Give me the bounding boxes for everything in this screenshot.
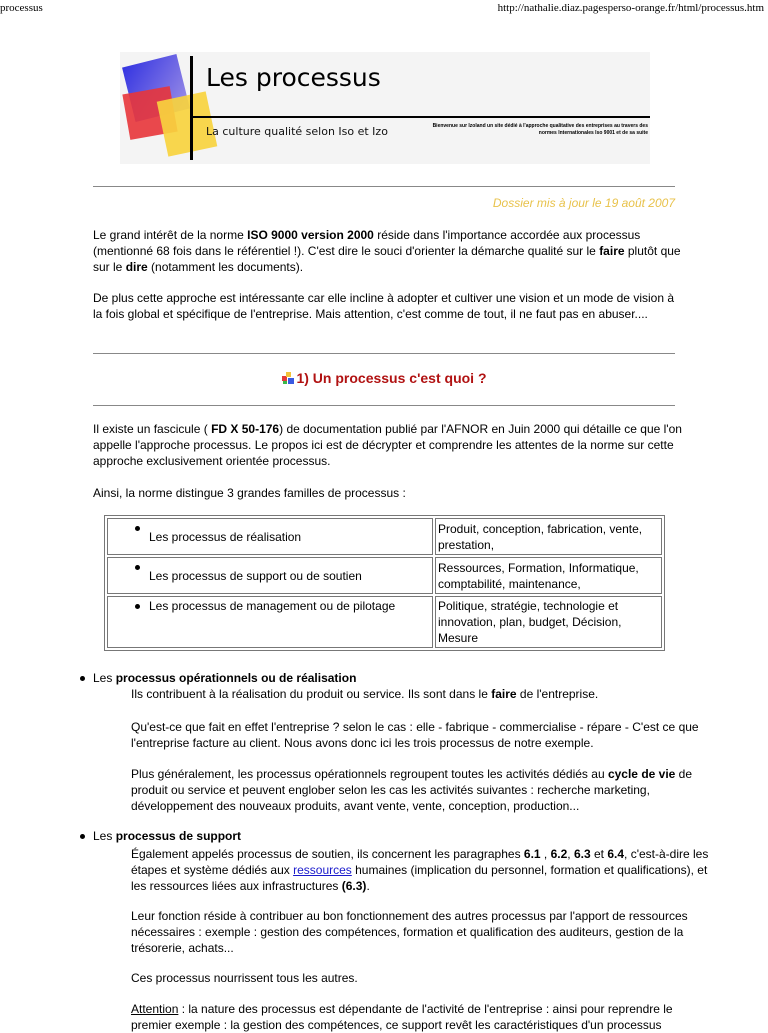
banner-subtitle: La culture qualité selon Iso et Izo	[206, 125, 388, 138]
section-title-1: 1) Un processus c'est quoi ?	[93, 370, 675, 386]
family-examples-cell: Produit, conception, fabrication, vente, prestation,	[435, 518, 662, 555]
bullet-dot	[80, 676, 85, 681]
support-paragraph-1: Également appelés processus de soutien, ils concernent les paragraphes 6.1 , 6.2, 6.3 et 6.4, c'est-à-dire les étapes et système dédiés aux ressources humaines (implication du personnel, formation et qualifications), et les ressources liées aux infrastructures (6.3).	[131, 847, 709, 893]
operational-processes-heading: Les processus opérationnels ou de réalisation	[93, 670, 356, 686]
bullet-dot	[135, 565, 140, 570]
support-paragraph-2: Leur fonction réside à contribuer au bon fonctionnement des autres processus par l'apport de ressources nécessaires : exemple : gestion des compétences, formation et qualification des auditeurs, gestion de la trésorerie, achats...	[131, 909, 688, 955]
process-families-table	[104, 515, 665, 651]
print-header	[0, 0, 768, 14]
operational-paragraph-3: Plus généralement, les processus opérationnels regroupent toutes les activités dédiés au cycle de vie de produit ou service et peuvent englober selon les cas les activités suivantes : recherche marketing, développement des nouveaux produits, avant vente, vente, conception, production...	[131, 767, 693, 813]
print-page-url: http://nathalie.diaz.pagesperso-orange.fr/html/processus.htm	[497, 2, 764, 14]
table-row	[107, 518, 662, 555]
divider	[93, 405, 675, 406]
bullet-dot	[135, 604, 140, 609]
print-page-title: processus	[0, 2, 43, 14]
support-processes-heading: Les processus de support	[93, 828, 241, 844]
family-examples-cell: Politique, stratégie, technologie et innovation, plan, budget, Décision, Mesure	[435, 596, 662, 648]
support-paragraph-4: Attention : la nature des processus est dépendante de l'activité de l'entreprise : ainsi pour reprendre le premier exemple : la gestion des compétences, ce support revêt les caractéristiques d'un processus	[131, 1002, 673, 1032]
support-paragraph-3: Ces processus nourrissent tous les autres.	[131, 971, 358, 985]
last-updated-note: Dossier mis à jour le 19 août 2007	[492, 196, 675, 210]
bullet-dot	[135, 526, 140, 531]
family-name-cell: Les processus de management ou de pilotage	[107, 596, 433, 648]
table-row	[107, 596, 662, 648]
banner-vertical-rule	[190, 56, 193, 160]
family-examples-cell: Ressources, Formation, Informatique, comptabilité, maintenance,	[435, 557, 662, 594]
table-row	[107, 557, 662, 594]
banner-title: Les processus	[206, 63, 381, 92]
operational-paragraph-2: Qu'est-ce que fait en effet l'entreprise ? selon le cas : elle - fabrique - commercialise - répare - C'est ce que l'entreprise facture au client. Nous avons donc ici les trois processus de notre exemple.	[131, 720, 699, 750]
family-name-cell: Les processus de réalisation	[107, 518, 433, 555]
intro-paragraph-2: De plus cette approche est intéressante car elle incline à adopter et cultiver une vision et un mode de vision à la fois global et spécifique de l'entreprise. Mais attention, c'est comme de tout, il ne faut pas en abuser....	[93, 291, 675, 321]
family-name-cell: Les processus de support ou de soutien	[107, 557, 433, 594]
banner-horizontal-rule	[192, 116, 650, 118]
ressources-link[interactable]: ressources	[293, 863, 352, 877]
divider	[93, 186, 675, 187]
site-banner	[120, 52, 650, 164]
intro-paragraph-1: Le grand intérêt de la norme ISO 9000 version 2000 réside dans l'importance accordée aux processus (mentionné 68 fois dans le référentiel !). C'est dire le souci d'orienter la démarche qualité sur le faire plutôt que sur le dire (notamment les documents).	[93, 228, 681, 274]
operational-line-1: Ils contribuent à la réalisation du produit ou service. Ils sont dans le faire de l'entreprise.	[131, 687, 599, 701]
banner-tagline: Bienvenue sur Izoland un site dédié à l'approche qualitative des entreprises au travers des normes Internationales Iso 9001 et de sa suite	[432, 123, 648, 136]
bullet-dot	[80, 834, 85, 839]
colorful-puzzle-icon	[281, 371, 295, 385]
divider	[93, 353, 675, 354]
section1-paragraph-1: Il existe un fascicule ( FD X 50-176) de documentation publié par l'AFNOR en Juin 2000 qui détaille ce que l'on appelle l'approche processus. Le propos ici est de décrypter et comprendre les attentes de la norme sur cette approche exclusivement orientée processus.	[93, 422, 682, 468]
section1-paragraph-2: Ainsi, la norme distingue 3 grandes familles de processus :	[93, 486, 406, 500]
